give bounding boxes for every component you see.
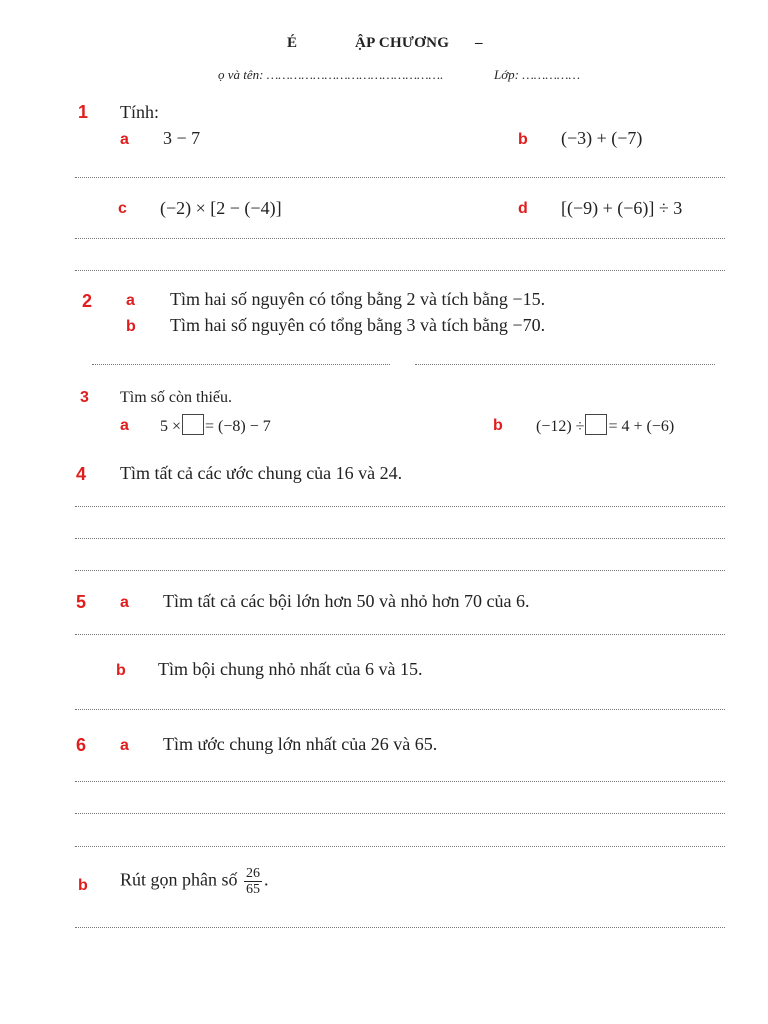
q3-b-equation [536, 414, 674, 436]
answer-line [75, 927, 725, 928]
answer-line [92, 364, 390, 365]
answer-line [75, 538, 725, 539]
title-fragment-left: É [287, 35, 298, 51]
answer-line [75, 570, 725, 571]
q3-b-blank-box[interactable] [585, 414, 607, 435]
answer-line [415, 364, 715, 365]
q3-a-left: 5 × [160, 418, 182, 435]
q3-b-left: (−12) ÷ [536, 418, 585, 435]
q6-b-text: Rút gọn phân số [120, 869, 238, 890]
q3-a-blank-box[interactable] [182, 414, 204, 435]
question-2-number: 2 [82, 291, 93, 311]
answer-line [75, 177, 725, 178]
answer-line [75, 813, 725, 814]
q1-a-label: a [120, 131, 129, 148]
class-field: Lớp: …………… [494, 67, 581, 82]
q3-a-label: a [120, 417, 129, 434]
question-4-text: Tìm tất cả các ước chung của 16 và 24. [120, 463, 403, 483]
answer-line [75, 506, 725, 507]
q2-b-label: b [126, 318, 136, 335]
q3-b-right: = 4 + (−6) [608, 418, 675, 435]
q3-a-equation [160, 414, 271, 436]
q3-a-right: = (−8) − 7 [205, 418, 271, 435]
q1-b-label: b [518, 131, 528, 148]
question-6-number: 6 [76, 735, 87, 755]
question-1-number: 1 [78, 102, 89, 122]
answer-line [75, 634, 725, 635]
q5-b-label: b [116, 662, 126, 679]
title-fragment: ẬP CHƯƠNG [355, 35, 450, 51]
answer-line [75, 709, 725, 710]
q2-a-text: Tìm hai số nguyên có tổng bằng 2 và tích bằng −15. [170, 289, 546, 309]
q2-b-text: Tìm hai số nguyên có tổng bằng 3 và tích bằng −70. [170, 315, 546, 335]
question-3-number: 3 [80, 389, 89, 406]
q6-a-label: a [120, 737, 129, 754]
question-3-prompt: Tìm số còn thiếu. [120, 389, 232, 406]
student-name-field: ọ và tên: ………………………………………. [218, 67, 444, 82]
fraction-denominator: 65 [246, 882, 261, 897]
question-1-prompt: Tính: [120, 102, 159, 122]
answer-line [75, 846, 725, 847]
q5-a-label: a [120, 594, 129, 611]
q6-b-line [120, 866, 269, 897]
fraction-numerator: 26 [246, 866, 261, 881]
q6-b-label: b [78, 877, 88, 894]
q5-b-text: Tìm bội chung nhỏ nhất của 6 và 15. [158, 659, 423, 679]
answer-line [75, 270, 725, 271]
q1-c-expression: (−2) × [2 − (−4)] [160, 198, 282, 218]
q1-b-expression: (−3) + (−7) [561, 128, 643, 148]
answer-line [75, 238, 725, 239]
q6-b-period: . [264, 869, 269, 890]
question-4-number: 4 [76, 464, 87, 484]
q3-b-label: b [493, 417, 503, 434]
q5-a-text: Tìm tất cả các bội lớn hơn 50 và nhỏ hơn 70 của 6. [163, 591, 530, 611]
q1-d-label: d [518, 200, 528, 217]
q6-a-text: Tìm ước chung lớn nhất của 26 và 65. [163, 734, 438, 754]
q1-d-expression: [(−9) + (−6)] ÷ 3 [561, 198, 683, 218]
answer-line [75, 781, 725, 782]
q2-a-label: a [126, 292, 135, 309]
q1-c-label: c [118, 200, 127, 217]
title-dash: – [475, 35, 483, 51]
question-5-number: 5 [76, 592, 87, 612]
q1-a-expression: 3 − 7 [163, 128, 201, 148]
fraction [244, 866, 262, 897]
